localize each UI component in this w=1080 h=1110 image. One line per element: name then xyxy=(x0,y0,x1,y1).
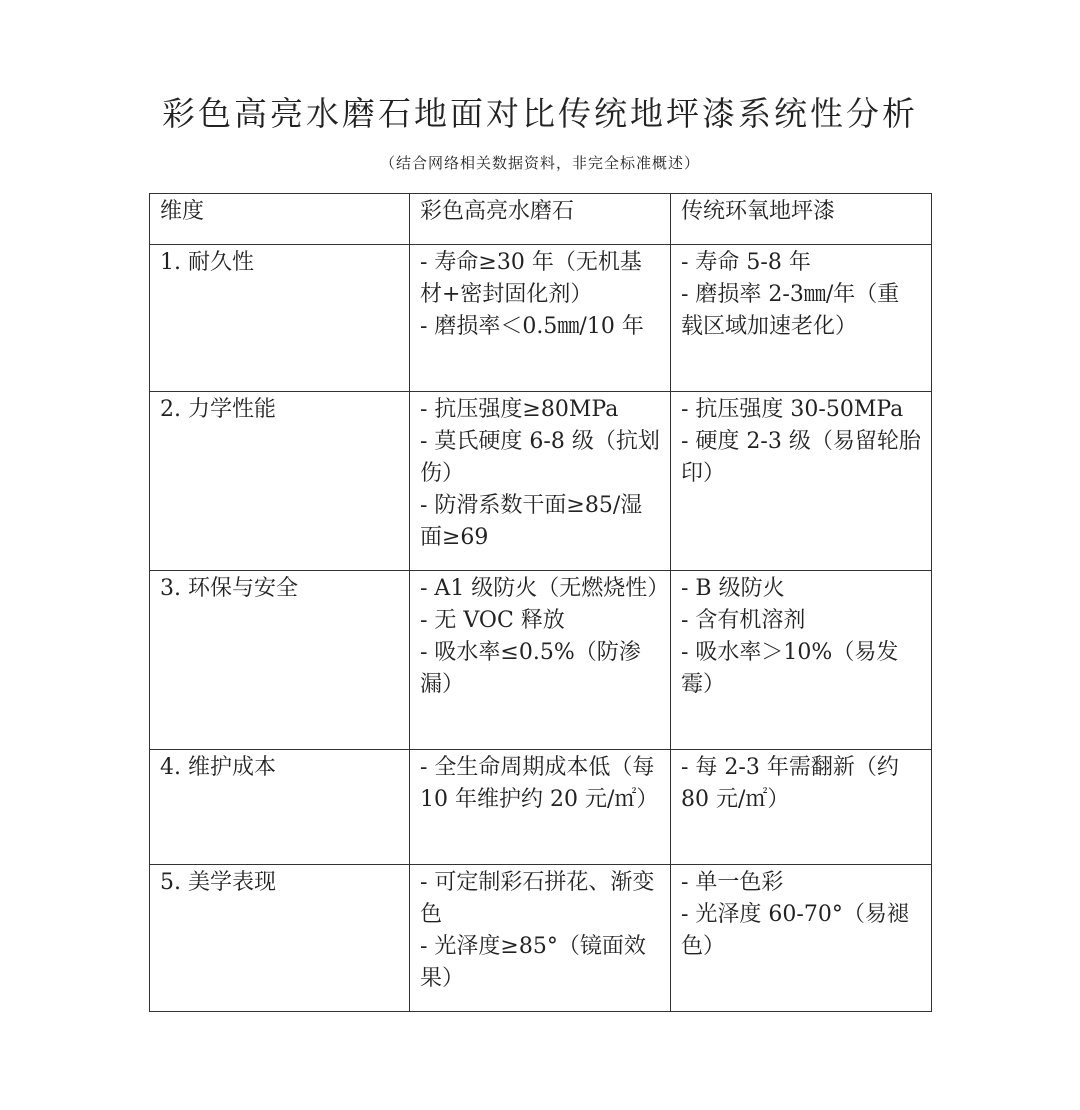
cell-line: - 每 2-3 年需翻新（约 80 元/㎡） xyxy=(681,755,899,812)
cell-line: - 无 VOC 释放 xyxy=(420,608,565,633)
cell-line: - 防滑系数干面≥85/湿面≥69 xyxy=(420,493,643,550)
epoxy-cell xyxy=(671,392,932,571)
header-dimension: 维度 xyxy=(150,194,410,245)
cell-line: - 硬度 2-3 级（易留轮胎印） xyxy=(681,429,921,486)
page-subtitle: （结合网络相关数据资料，非完全标准概述） xyxy=(379,154,700,172)
table-row xyxy=(150,245,932,392)
cell-line: - 光泽度≥85°（镜面效果） xyxy=(420,934,646,991)
dimension-cell: 1. 耐久性 xyxy=(150,245,410,392)
epoxy-cell xyxy=(671,245,932,392)
epoxy-cell xyxy=(671,750,932,865)
cell-line: - 单一色彩 xyxy=(681,870,784,895)
cell-line: - 寿命 5-8 年 xyxy=(681,250,811,275)
terrazzo-cell xyxy=(410,245,671,392)
cell-line: - 吸水率＞10%（易发霉） xyxy=(681,640,899,697)
comparison-table xyxy=(149,193,932,1012)
terrazzo-cell xyxy=(410,750,671,865)
epoxy-cell xyxy=(671,571,932,750)
cell-line: - 含有机溶剂 xyxy=(681,608,806,633)
table-row xyxy=(150,571,932,750)
cell-line: - 抗压强度 30-50MPa xyxy=(681,397,904,422)
cell-line: - 磨损率 2-3㎜/年（重载区域加速老化） xyxy=(681,282,900,339)
cell-line: - 全生命周期成本低（每 10 年维护约 20 元/㎡） xyxy=(420,755,659,812)
cell-line: - 抗压强度≥80MPa xyxy=(420,397,619,422)
cell-line: - A1 级防火（无燃烧性） xyxy=(420,576,670,601)
dimension-cell: 4. 维护成本 xyxy=(150,750,410,865)
cell-line: - 寿命≥30 年（无机基材+密封固化剂） xyxy=(420,250,642,307)
dimension-cell: 5. 美学表现 xyxy=(150,865,410,1012)
terrazzo-cell xyxy=(410,392,671,571)
epoxy-cell xyxy=(671,865,932,1012)
table-row xyxy=(150,392,932,571)
cell-line: - 光泽度 60-70°（易褪色） xyxy=(681,902,909,959)
cell-line: - 吸水率≤0.5%（防渗漏） xyxy=(420,640,641,697)
header-epoxy: 传统环氧地坪漆 xyxy=(671,194,932,245)
dimension-cell: 2. 力学性能 xyxy=(150,392,410,571)
cell-line: - 磨损率＜0.5㎜/10 年 xyxy=(420,314,644,339)
table-row xyxy=(150,750,932,865)
cell-line: - 莫氏硬度 6-8 级（抗划伤） xyxy=(420,429,660,486)
terrazzo-cell xyxy=(410,571,671,750)
header-terrazzo: 彩色高亮水磨石 xyxy=(410,194,671,245)
table-header-row xyxy=(150,194,932,245)
page-title: 彩色高亮水磨石地面对比传统地坪漆系统性分析 xyxy=(162,94,918,133)
cell-line: - B 级防火 xyxy=(681,576,785,601)
table-row xyxy=(150,865,932,1012)
terrazzo-cell xyxy=(410,865,671,1012)
cell-line: - 可定制彩石拼花、渐变色 xyxy=(420,870,655,927)
dimension-cell: 3. 环保与安全 xyxy=(150,571,410,750)
